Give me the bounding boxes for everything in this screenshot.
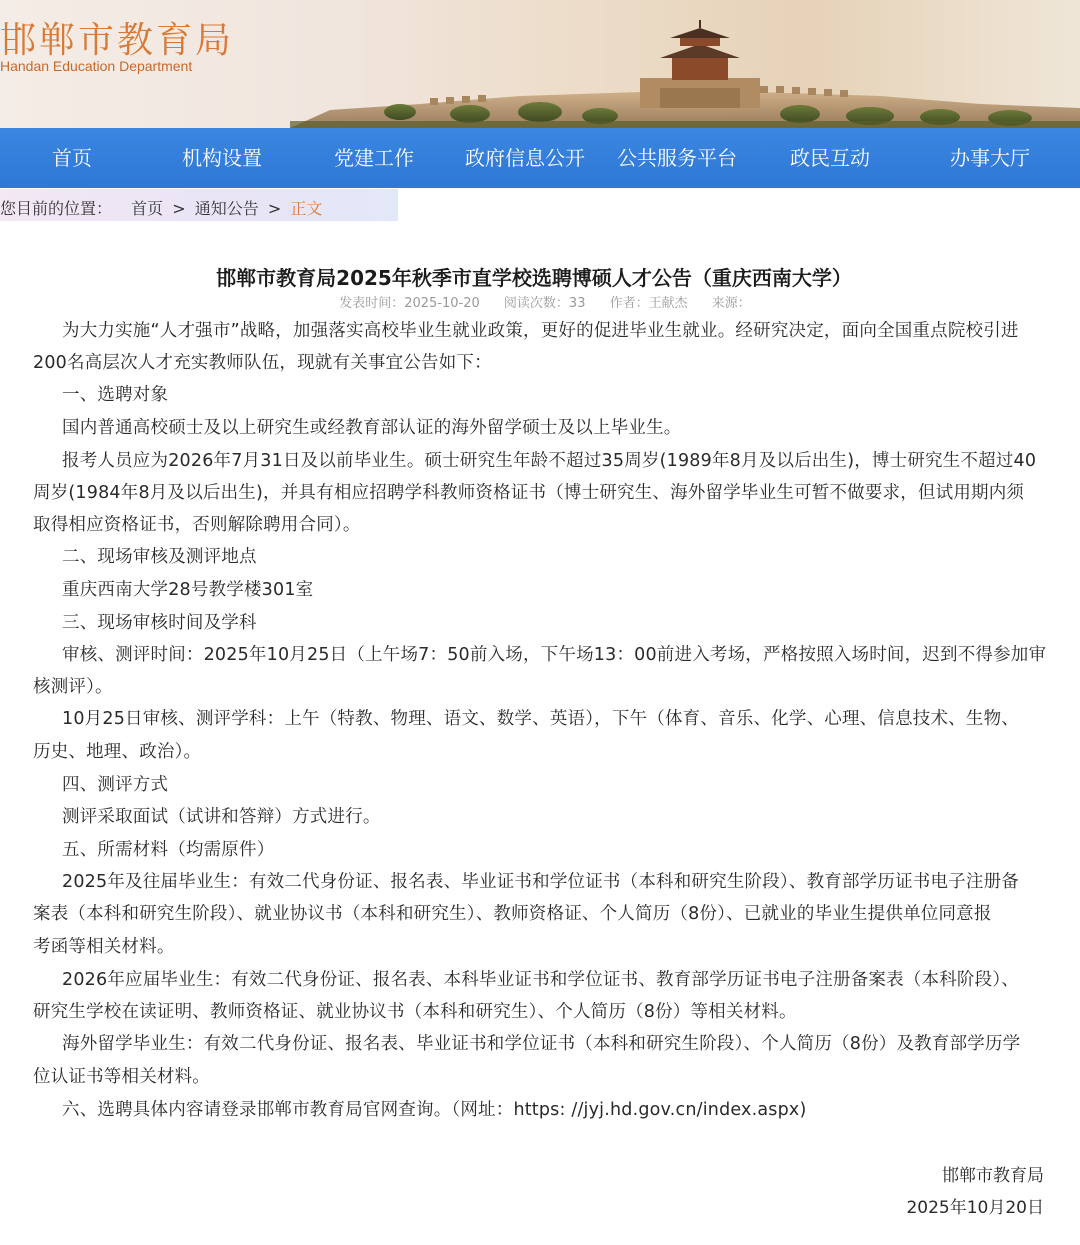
paragraph-line: 200名高层次人才充实教师队伍，现就有关事宜公告如下：: [33, 353, 492, 373]
breadcrumb-current: 正文: [290, 199, 323, 218]
article-meta: [0, 292, 1080, 311]
paragraph-line: 为大力实施“人才强市”战略，加强落实高校毕业生就业政策，更好的促进毕业生就业。经研究决定，面向全国重点院校引进: [62, 321, 1019, 341]
paragraph-line: 国内普通高校硕士及以上研究生或经教育部认证的海外留学硕士及以上毕业生。: [62, 418, 682, 438]
paragraph-line: 研究生学校在读证明、教师资格证、就业协议书（本科和研究生）、个人简历（8份）等相关材料。: [33, 1002, 797, 1022]
nav-item-interaction[interactable]: 政民互动: [790, 146, 870, 170]
nav-item-home[interactable]: 首页: [52, 146, 92, 170]
section-heading: 二、现场审核及测评地点: [62, 547, 257, 567]
nav-item-organization[interactable]: 机构设置: [182, 146, 262, 170]
main-nav: [0, 128, 1080, 188]
paragraph-line: 2026年应届毕业生：有效二代身份证、报名表、本科毕业证书和学位证书、教育部学历证书电子注册备案表（本科阶段）、: [62, 970, 1019, 990]
breadcrumb: [0, 196, 322, 219]
paragraph-line: 审核、测评时间：2025年10月25日（上午场7：50前入场，下午场13：00前进入考场，严格按照入场时间，迟到不得参加审: [62, 645, 1047, 665]
nav-item-party-building[interactable]: 党建工作: [334, 146, 414, 170]
site-logo-english: Handan Education Department: [0, 58, 193, 74]
paragraph-line: 报考人员应为2026年7月31日及以前毕业生。硕士研究生年龄不超过35周岁(1989年8月及以后出生)，博士研究生不超过40: [62, 451, 1037, 471]
nav-item-public-service[interactable]: 公共服务平台: [617, 146, 737, 170]
breadcrumb-section-link[interactable]: 通知公告: [194, 199, 259, 218]
section-heading: 三、现场审核时间及学科: [62, 613, 257, 633]
paragraph-line: 取得相应资格证书，否则解除聘用合同）。: [33, 515, 361, 535]
paragraph-line: 海外留学毕业生：有效二代身份证、报名表、毕业证书和学位证书（本科和研究生阶段）、个人简历（8份）及教育部学历学: [62, 1034, 1021, 1054]
section-heading: 五、所需材料（均需原件）: [62, 840, 275, 860]
breadcrumb-separator: >: [172, 199, 186, 218]
section-heading: 四、测评方式: [62, 775, 169, 795]
author: 作者：王献杰: [609, 296, 688, 311]
signature-org: 邯郸市教育局: [942, 1166, 1044, 1186]
paragraph-line: 测评采取面试（试讲和答辩）方式进行。: [62, 807, 381, 827]
read-count: 阅读次数：33: [503, 296, 586, 311]
paragraph-line: 位认证书等相关材料。: [33, 1067, 210, 1087]
site-banner: [0, 0, 1080, 128]
site-logo-text: 邯郸市教育局: [0, 20, 235, 61]
paragraph-line: 案表（本科和研究生阶段）、就业协议书（本科和研究生）、教师资格证、个人简历（8份）、已就业的毕业生提供单位同意报: [33, 904, 992, 924]
section-heading: 一、选聘对象: [62, 385, 169, 405]
breadcrumb-prefix: 您目前的位置：: [0, 199, 113, 218]
paragraph-line: 考函等相关材料。: [33, 937, 175, 957]
nav-item-gov-info[interactable]: 政府信息公开: [465, 146, 585, 170]
article-title: 邯郸市教育局2025年秋季市直学校选聘博硕人才公告（重庆西南大学）: [216, 266, 852, 290]
paragraph-line: 核测评）。: [33, 677, 113, 697]
website-link-line[interactable]: 六、选聘具体内容请登录邯郸市教育局官网查询。（网址：https: //jyj.hd.gov.cn/index.aspx): [62, 1100, 807, 1120]
breadcrumb-separator: >: [267, 199, 282, 218]
paragraph-line: 周岁(1984年8月及以后出生)，并具有相应招聘学科教师资格证书（博士研究生、海外留学毕业生可暂不做要求，但试用期内须: [33, 483, 1025, 503]
paragraph-line: 历史、地理、政治）。: [33, 742, 202, 762]
source: 来源：: [711, 296, 751, 311]
paragraph-line: 重庆西南大学28号教学楼301室: [62, 580, 314, 600]
breadcrumb-home-link[interactable]: 首页: [131, 199, 164, 218]
publish-date: 发表时间：2025-10-20: [339, 296, 480, 311]
signature-date: 2025年10月20日: [906, 1198, 1044, 1218]
paragraph-line: 2025年及往届毕业生：有效二代身份证、报名表、毕业证书和学位证书（本科和研究生阶段）、教育部学历证书电子注册备: [62, 872, 1019, 892]
paragraph-line: 10月25日审核、测评学科：上午（特教、物理、语文、数学、英语），下午（体育、音乐、化学、心理、信息技术、生物、: [62, 709, 1019, 729]
nav-item-service-hall[interactable]: 办事大厅: [950, 146, 1030, 170]
